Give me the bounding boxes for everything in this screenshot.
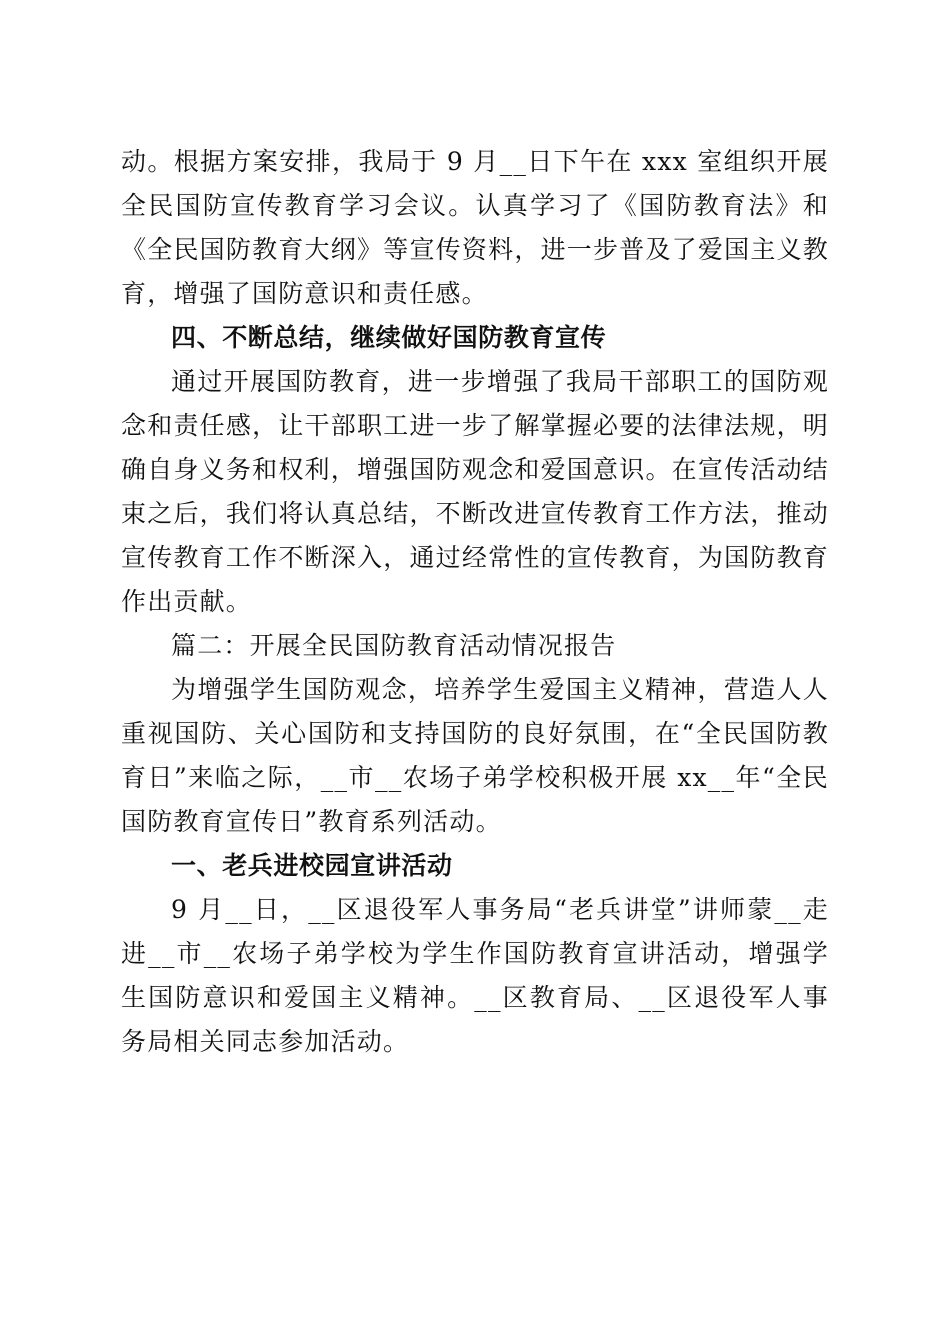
body-paragraph-intro: 为增强学生国防观念，培养学生爱国主义精神，营造人人重视国防、关心国防和支持国防的良好氛围，在“全民国防教育日”来临之际，__市__农场子弟学校积极开展 xx__年“全民国防教育宣传日”教育系列活动。 (121, 675, 829, 836)
section-heading-four: 四、不断总结，继续做好国防教育宣传 (171, 323, 607, 352)
document-page (121, 140, 829, 1064)
section-heading-one: 一、老兵进校园宣讲活动 (171, 851, 453, 880)
body-paragraph-continuation: 动。根据方案安排，我局于 9 月__日下午在 xxx 室组织开展全民国防宣传教育学习会议。认真学习了《国防教育法》和《全民国防教育大纲》等宣传资料，进一步普及了爱国主义教育，增强了国防意识和责任感。 (121, 147, 829, 308)
body-paragraph-summary: 通过开展国防教育，进一步增强了我局干部职工的国防观念和责任感，让干部职工进一步了解掌握必要的法律法规，明确自身义务和权利，增强国防观念和爱国意识。在宣传活动结束之后，我们将认真总结，不断改进宣传教育工作方法，推动宣传教育工作不断深入，通过经常性的宣传教育，为国防教育作出贡献。 (121, 367, 829, 616)
body-paragraph-veterans: 9 月__日，__区退役军人事务局“老兵讲堂”讲师蒙__走进__市__农场子弟学校为学生作国防教育宣讲活动，增强学生国防意识和爱国主义精神。__区教育局、__区退役军人事务局相关同志参加活动。 (121, 895, 829, 1056)
article-subtitle: 篇二：开展全民国防教育活动情况报告 (171, 631, 617, 660)
